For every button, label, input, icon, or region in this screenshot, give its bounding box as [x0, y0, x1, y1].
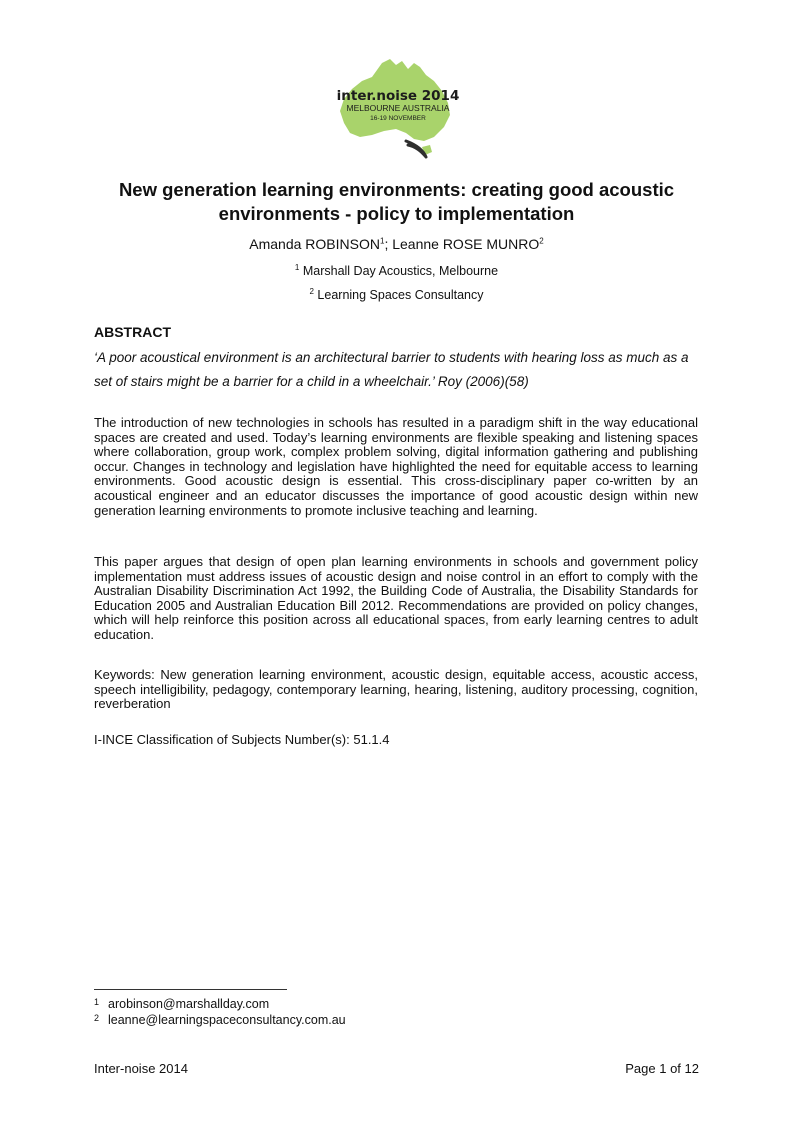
abstract-heading: ABSTRACT	[94, 324, 171, 340]
affiliation-2	[95, 288, 698, 302]
footnote-2-number: 2	[94, 1013, 100, 1023]
title-line-1: New generation learning environments: creating good acoustic	[118, 179, 675, 200]
footnote-2	[94, 1013, 346, 1027]
footnote-1-number: 1	[94, 997, 100, 1007]
author-2-name: Leanne ROSE MUNRO	[392, 236, 540, 252]
footnote-1	[94, 997, 269, 1011]
footnote-1-email: arobinson@marshallday.com	[108, 997, 270, 1011]
affiliation-2-sup: 2	[309, 286, 314, 296]
author-1-sup: 1	[379, 236, 385, 246]
author-2-sup: 2	[539, 236, 544, 246]
logo-text-line2: MELBOURNE AUSTRALIA	[346, 103, 450, 113]
author-separator: ;	[384, 236, 393, 252]
abstract-paragraph-1: The introduction of new technologies in schools has resulted in a paradigm shift in the way educational spaces are created and used. Today’s learning environments are flexible speaking and listening spaces where collaboration, group work, complex problem solving, digital information gathering and publishing occur. Changes in technology and legislation have highlighted the need for equitable access to learning environments. Good acoustic design is essential. This cross-disciplinary paper co-written by an acoustical engineer and an educator discusses the importance of good acoustic design within new generation learning environments to promote inclusive teaching and learning.	[94, 415, 698, 518]
abstract-quote: ‘A poor acoustical environment is an architectural barrier to students with hearing loss as much as a set of stairs might be a barrier for a child in a wheelchair.’ Roy (2006)(58)	[94, 350, 689, 389]
affiliation-1	[95, 264, 698, 278]
classification: I-INCE Classification of Subjects Number(s): 51.1.4	[94, 732, 390, 747]
author-1-name: Amanda ROBINSON	[249, 236, 380, 252]
paper-title	[95, 178, 698, 226]
affiliation-1-sup: 1	[294, 262, 300, 272]
author-list	[95, 236, 698, 252]
footnote-divider	[94, 989, 287, 990]
conference-logo	[330, 55, 460, 160]
footer-conference: Inter-noise 2014	[94, 1061, 188, 1076]
affiliation-1-text: Marshall Day Acoustics, Melbourne	[302, 264, 499, 278]
footnote-2-email: leanne@learningspaceconsultancy.com.au	[108, 1013, 346, 1027]
keywords: Keywords: New generation learning environment, acoustic design, equitable access, acoustic access, speech intelligibility, pedagogy, contemporary learning, hearing, listening, auditory processing, cognition, reverberation	[94, 667, 698, 712]
title-line-2: environments - policy to implementation	[218, 203, 575, 224]
abstract-paragraph-2: This paper argues that design of open plan learning environments in schools and government policy implementation must address issues of acoustic design and noise control in an effort to comply with the Australian Disability Discrimination Act 1992, the Building Code of Australia, the Disability Standards for Education 2005 and Australian Education Bill 2012. Recommendations are provided on policy changes, which will help reinforce this position across all educational spaces, from early learning centres to adult education.	[94, 554, 698, 642]
footer-page-number: Page 1 of 12	[625, 1061, 699, 1076]
logo-text-line1: inter.noise 2014	[336, 88, 460, 104]
logo-text-line3: 16-19 NOVEMBER	[370, 115, 426, 122]
affiliation-2-text: Learning Spaces Consultancy	[317, 288, 484, 302]
